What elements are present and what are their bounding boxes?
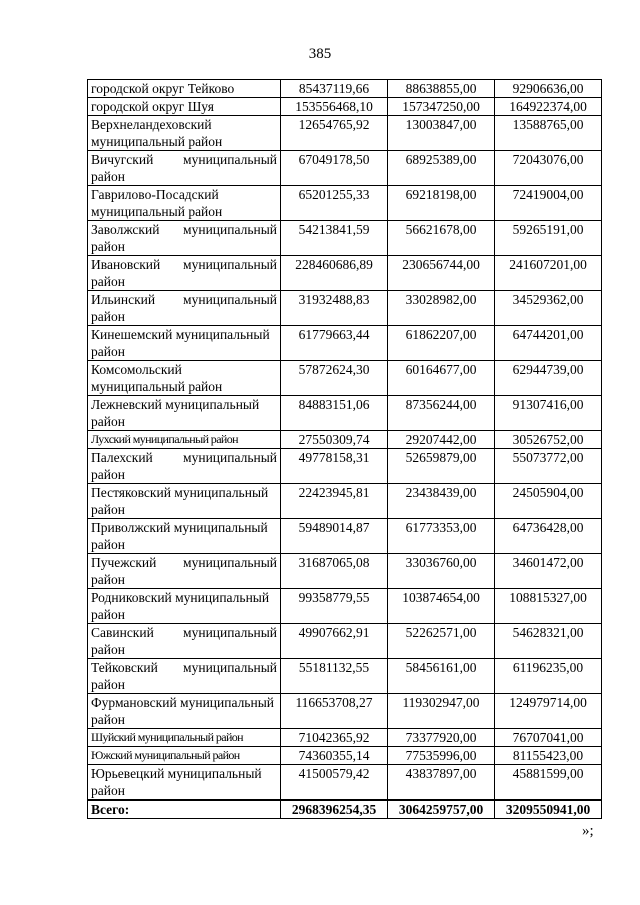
row-value-2: 58456161,00 (388, 659, 495, 694)
table-row (88, 361, 602, 396)
table-row (88, 151, 602, 186)
table-body (88, 80, 602, 819)
row-value-3: 59265191,00 (495, 221, 602, 256)
row-value-3: 24505904,00 (495, 484, 602, 519)
table-row (88, 98, 602, 116)
row-name: Южский муниципальный район (88, 747, 281, 765)
row-value-2: 52262571,00 (388, 624, 495, 659)
table-row (88, 554, 602, 589)
table-row (88, 747, 602, 765)
row-value-1: 153556468,10 (281, 98, 388, 116)
row-name: Савинский муниципальный район (88, 624, 281, 659)
row-name: Ивановский муниципальный район (88, 256, 281, 291)
row-value-1: 116653708,27 (281, 694, 388, 729)
row-value-3: 92906636,00 (495, 80, 602, 98)
row-value-3: 45881599,00 (495, 765, 602, 801)
row-name: Ильинский муниципальный район (88, 291, 281, 326)
table-row (88, 326, 602, 361)
table-row (88, 80, 602, 98)
row-value-1: 31687065,08 (281, 554, 388, 589)
row-value-1: 31932488,83 (281, 291, 388, 326)
row-value-2: 33036760,00 (388, 554, 495, 589)
row-name: Шуйский муниципальный район (88, 729, 281, 747)
table-row (88, 765, 602, 801)
total-row (88, 800, 602, 819)
row-value-3: 64744201,00 (495, 326, 602, 361)
row-value-1: 49907662,91 (281, 624, 388, 659)
row-value-1: 55181132,55 (281, 659, 388, 694)
row-value-1: 41500579,42 (281, 765, 388, 801)
row-value-1: 59489014,87 (281, 519, 388, 554)
row-name: Лухский муниципальный район (88, 431, 281, 449)
table-row (88, 694, 602, 729)
row-value-3: 30526752,00 (495, 431, 602, 449)
row-value-1: 54213841,59 (281, 221, 388, 256)
budget-table (87, 79, 602, 819)
row-name: городской округ Тейково (88, 80, 281, 98)
row-value-3: 241607201,00 (495, 256, 602, 291)
row-name: Заволжский муниципальный район (88, 221, 281, 256)
row-name: Фурмановский муниципальный район (88, 694, 281, 729)
row-value-1: 27550309,74 (281, 431, 388, 449)
table-row (88, 624, 602, 659)
row-value-3: 61196235,00 (495, 659, 602, 694)
row-value-2: 157347250,00 (388, 98, 495, 116)
row-value-1: 57872624,30 (281, 361, 388, 396)
row-name: Гаврилово-Посадский муниципальный район (88, 186, 281, 221)
closing-quote-mark: »; (582, 823, 594, 839)
row-value-3: 91307416,00 (495, 396, 602, 431)
row-name: Комсомольский муниципальный район (88, 361, 281, 396)
table-row (88, 519, 602, 554)
table-row (88, 484, 602, 519)
row-name: Вичугский муниципальный район (88, 151, 281, 186)
row-name: Приволжский муниципальный район (88, 519, 281, 554)
row-value-1: 22423945,81 (281, 484, 388, 519)
table-row (88, 589, 602, 624)
page-number: 385 (308, 46, 332, 62)
row-value-2: 43837897,00 (388, 765, 495, 801)
row-name: Юрьевецкий муниципальный район (88, 765, 281, 801)
row-name: Лежневский муниципальный район (88, 396, 281, 431)
row-value-3: 55073772,00 (495, 449, 602, 484)
row-name: Пестяковский муниципальный район (88, 484, 281, 519)
row-value-3: 34529362,00 (495, 291, 602, 326)
row-value-2: 119302947,00 (388, 694, 495, 729)
row-value-3: 72419004,00 (495, 186, 602, 221)
row-value-3: 34601472,00 (495, 554, 602, 589)
row-value-3: 72043076,00 (495, 151, 602, 186)
row-value-2: 88638855,00 (388, 80, 495, 98)
row-value-2: 13003847,00 (388, 116, 495, 151)
row-value-2: 77535996,00 (388, 747, 495, 765)
row-value-1: 71042365,92 (281, 729, 388, 747)
row-value-2: 68925389,00 (388, 151, 495, 186)
row-value-3: 13588765,00 (495, 116, 602, 151)
row-value-3: 124979714,00 (495, 694, 602, 729)
row-value-1: 67049178,50 (281, 151, 388, 186)
table-row (88, 291, 602, 326)
row-value-2: 61773353,00 (388, 519, 495, 554)
total-value-1: 2968396254,35 (281, 800, 388, 819)
row-value-1: 99358779,55 (281, 589, 388, 624)
row-value-3: 81155423,00 (495, 747, 602, 765)
table-row (88, 396, 602, 431)
row-value-3: 62944739,00 (495, 361, 602, 396)
row-value-2: 29207442,00 (388, 431, 495, 449)
row-value-1: 49778158,31 (281, 449, 388, 484)
row-value-1: 85437119,66 (281, 80, 388, 98)
row-value-2: 73377920,00 (388, 729, 495, 747)
row-name: Кинешемский муниципальный район (88, 326, 281, 361)
row-value-1: 228460686,89 (281, 256, 388, 291)
table-row (88, 116, 602, 151)
table-row (88, 186, 602, 221)
table-row (88, 729, 602, 747)
row-value-1: 65201255,33 (281, 186, 388, 221)
row-value-2: 60164677,00 (388, 361, 495, 396)
row-name: городской округ Шуя (88, 98, 281, 116)
row-name: Палехский муниципальный район (88, 449, 281, 484)
row-name: Родниковский муниципальный район (88, 589, 281, 624)
row-value-3: 164922374,00 (495, 98, 602, 116)
row-value-2: 61862207,00 (388, 326, 495, 361)
table-row (88, 449, 602, 484)
row-value-2: 56621678,00 (388, 221, 495, 256)
row-name: Верхнеландеховский муниципальный район (88, 116, 281, 151)
row-value-3: 64736428,00 (495, 519, 602, 554)
row-value-2: 87356244,00 (388, 396, 495, 431)
row-value-2: 103874654,00 (388, 589, 495, 624)
row-value-2: 23438439,00 (388, 484, 495, 519)
row-value-3: 108815327,00 (495, 589, 602, 624)
table-row (88, 256, 602, 291)
row-value-3: 54628321,00 (495, 624, 602, 659)
table-row (88, 659, 602, 694)
total-label: Всего: (88, 800, 281, 819)
row-value-1: 74360355,14 (281, 747, 388, 765)
row-value-2: 33028982,00 (388, 291, 495, 326)
total-value-2: 3064259757,00 (388, 800, 495, 819)
total-value-3: 3209550941,00 (495, 800, 602, 819)
row-name: Пучежский муниципальный район (88, 554, 281, 589)
row-value-2: 69218198,00 (388, 186, 495, 221)
row-value-1: 61779663,44 (281, 326, 388, 361)
table-row (88, 431, 602, 449)
row-value-3: 76707041,00 (495, 729, 602, 747)
table-row (88, 221, 602, 256)
row-value-2: 230656744,00 (388, 256, 495, 291)
row-value-2: 52659879,00 (388, 449, 495, 484)
row-value-1: 84883151,06 (281, 396, 388, 431)
row-name: Тейковский муниципальный район (88, 659, 281, 694)
row-value-1: 12654765,92 (281, 116, 388, 151)
